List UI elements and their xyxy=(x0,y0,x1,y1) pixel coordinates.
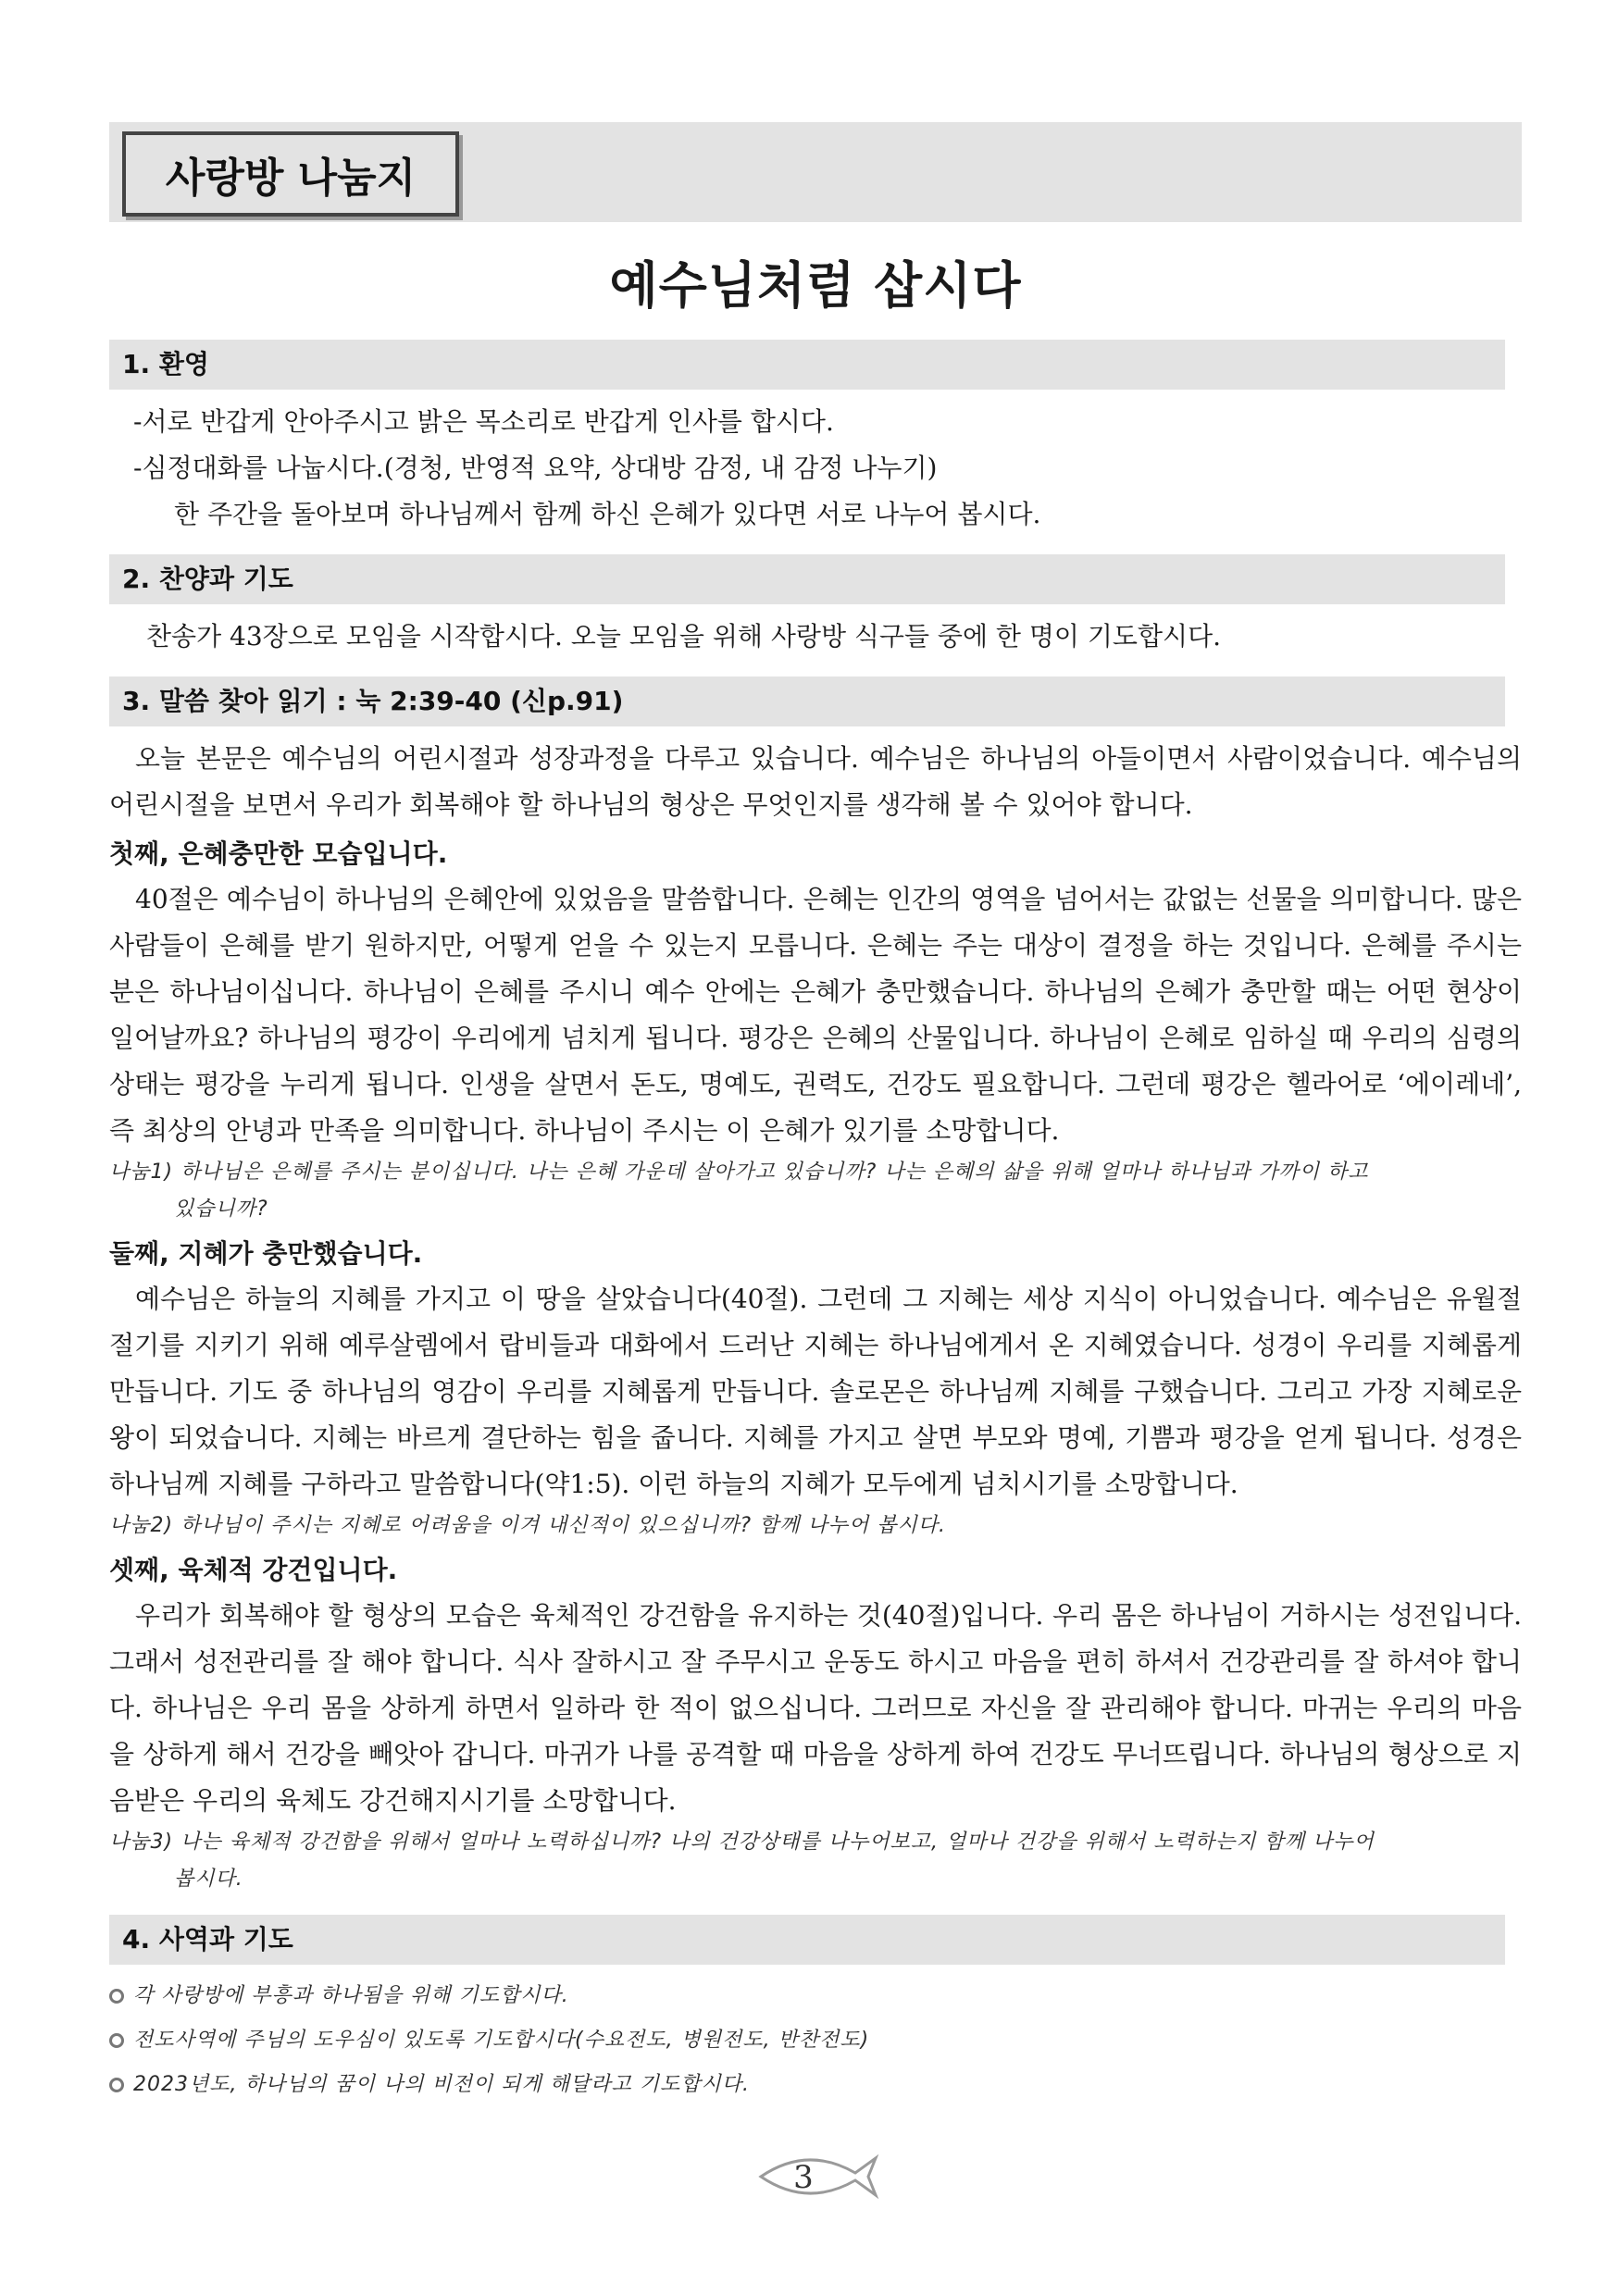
section-heading-mission: 4. 사역과 기도 xyxy=(109,1915,1505,1965)
section-body-mission xyxy=(109,1965,1522,2124)
welcome-line: 한 주간을 돌아보며 하나님께서 함께 하신 은혜가 있다면 서로 나누어 봅시다. xyxy=(174,499,1041,529)
prayer-item xyxy=(109,2018,1522,2063)
prayer-item-text: 각 사랑방에 부흥과 하나됨을 위해 기도합시다. xyxy=(133,1984,569,2007)
prayer-item-text: 전도사역에 주님의 도우심이 있도록 기도합시다(수요전도, 병원전도, 반찬전도) xyxy=(133,2029,870,2052)
section-body-praise xyxy=(109,604,1522,676)
section-body-welcome xyxy=(109,390,1522,554)
sharing-question-3 xyxy=(109,1824,1522,1898)
section-heading-word: 3. 말씀 찾아 읽기 : 눅 2:39-40 (신p.91) xyxy=(109,676,1505,726)
point-body-2: 예수님은 하늘의 지혜를 가지고 이 땅을 살았습니다(40절). 그런데 그 지혜는 세상 지식이 아니었습니다. 예수님은 유월절 절기를 지키기 위해 예루살렘에서 랍비들과 대화에서 드러난 지혜는 하나님에게서 온 지혜였습니다. 성경이 우리를 지혜롭게 만듭니다. 기도 중 하나님의 영감이 우리를 지혜롭게 만듭니다. 솔로몬은 하나님께 지혜를 구했습니다. 그리고 가장 지혜로운 왕이 되었습니다. 지혜는 바르게 결단하는 힘을 줍니다. 지혜를 가지고 살면 부모와 명예, 기쁨과 평강을 얻게 됩니다. 성경은 하나님께 지혜를 구하라고 말씀합니다(약1:5). 이런 하늘의 지혜가 모두에게 넘치시기를 소망합니다. xyxy=(109,1284,1522,1499)
banner-label: 사랑방 나눔지 xyxy=(122,131,459,217)
sharing-question-3-line1: 나눔3) 나는 육체적 강건함을 위해서 얼마나 노력하십니까? 나의 건강상태를 나누어보고, 얼마나 건강을 위해서 노력하는지 함께 나누어 xyxy=(109,1831,1375,1854)
word-intro: 오늘 본문은 예수님의 어린시절과 성장과정을 다루고 있습니다. 예수님은 하나님의 아들이면서 사람이었습니다. 예수님의 어린시절을 보면서 우리가 회복해야 할 하나님의 형상은 무엇인지를 생각해 볼 수 있어야 합니다. xyxy=(109,743,1522,820)
sharing-question-2-line1: 나눔2) 하나님이 주시는 지혜로 어려움을 이겨 내신적이 있으십니까? 함께 나누어 봅시다. xyxy=(109,1514,947,1537)
point-title-3: 셋째, 육체적 강건입니다. xyxy=(109,1555,398,1585)
prayer-item-text: 2023년도, 하나님의 꿈이 나의 비전이 되게 해달라고 기도합시다. xyxy=(133,2073,750,2096)
page-number: 3 xyxy=(793,2159,814,2196)
praise-text: 찬송가 43장으로 모임을 시작합시다. 오늘 모임을 위해 사랑방 식구들 중에 한 명이 기도합시다. xyxy=(146,621,1222,652)
section-heading-welcome: 1. 환영 xyxy=(109,340,1505,390)
sharing-question-1-line1: 나눔1) 하나님은 은혜를 주시는 분이십니다. 나는 은혜 가운데 살아가고 있습니까? 나는 은혜의 삶을 위해 얼마나 하나님과 가까이 하고 xyxy=(109,1160,1369,1184)
circle-bullet-icon xyxy=(109,2033,124,2048)
section-heading-praise: 2. 찬양과 기도 xyxy=(109,554,1505,604)
sharing-question-2 xyxy=(109,1508,1522,1545)
sharing-question-1 xyxy=(109,1154,1522,1228)
welcome-line: -서로 반갑게 안아주시고 밝은 목소리로 반갑게 인사를 합시다. xyxy=(133,406,834,437)
point-title-1: 첫째, 은혜충만한 모습입니다. xyxy=(109,838,448,869)
circle-bullet-icon xyxy=(109,2078,124,2092)
welcome-line: -심정대화를 나눕시다.(경청, 반영적 요약, 상대방 감정, 내 감정 나누기) xyxy=(133,453,938,483)
header-banner xyxy=(109,122,1522,222)
page xyxy=(109,122,1522,2124)
circle-bullet-icon xyxy=(109,1989,124,2004)
page-title: 예수님처럼 삽시다 xyxy=(609,256,1022,315)
page-number-fish-icon xyxy=(752,2149,881,2204)
point-body-3: 우리가 회복해야 할 형상의 모습은 육체적인 강건함을 유지하는 것(40절)입니다. 우리 몸은 하나님이 거하시는 성전입니다. 그래서 성전관리를 잘 해야 합니다. 식사 잘하시고 잘 주무시고 운동도 하시고 마음을 편히 하셔서 건강관리를 잘 하셔야 합니다. 하나님은 우리 몸을 상하게 하면서 일하라 한 적이 없으십니다. 그러므로 자신을 잘 관리해야 합니다. 마귀는 우리의 마음을 상하게 해서 건강을 빼앗아 갑니다. 마귀가 나를 공격할 때 마음을 상하게 하여 건강도 무너뜨립니다. 하나님의 형상으로 지음받은 우리의 육체도 강건해지시기를 소망합니다. xyxy=(109,1600,1522,1816)
sharing-question-3-line2: 봅시다. xyxy=(174,1868,243,1891)
prayer-item xyxy=(109,2063,1522,2107)
point-body-1: 40절은 예수님이 하나님의 은혜안에 있었음을 말씀합니다. 은혜는 인간의 영역을 넘어서는 값없는 선물을 의미합니다. 많은 사람들이 은혜를 받기 원하지만, 어떻게 얻을 수 있는지 모릅니다. 은혜는 주는 대상이 결정을 하는 것입니다. 은혜를 주시는 분은 하나님이십니다. 하나님이 은혜를 주시니 예수 안에는 은혜가 충만했습니다. 하나님의 은혜가 충만할 때는 어떤 현상이 일어날까요? 하나님의 평강이 우리에게 넘치게 됩니다. 평강은 은혜의 산물입니다. 하나님이 은혜로 임하실 때 우리의 심령의 상태는 평강을 누리게 됩니다. 인생을 살면서 돈도, 명예도, 권력도, 건강도 필요합니다. 그런데 평강은 헬라어로 ‘에이레네’, 즉 최상의 안녕과 만족을 의미합니다. 하나님이 주시는 이 은혜가 있기를 소망합니다. xyxy=(109,884,1522,1146)
section-body-word xyxy=(109,726,1522,1915)
prayer-item xyxy=(109,1974,1522,2018)
point-title-2: 둘째, 지혜가 충만했습니다. xyxy=(109,1238,423,1269)
sharing-question-1-line2: 있습니까? xyxy=(174,1198,268,1221)
